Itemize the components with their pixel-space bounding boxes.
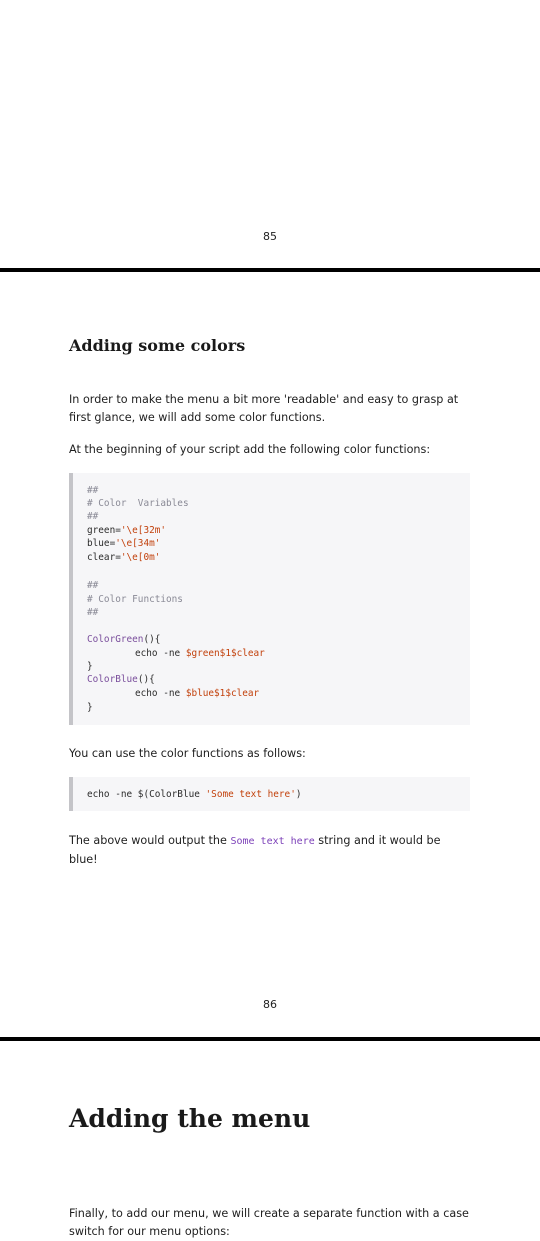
code-function-name: ColorGreen — [87, 634, 144, 645]
code-string: '\e[34m' — [115, 538, 161, 549]
code-line — [87, 633, 160, 646]
code-line: } — [87, 702, 93, 713]
usage-intro-paragraph: You can use the color functions as follows: — [69, 747, 306, 760]
intro-paragraph: In order to make the menu a bit more 'readable' and easy to grasp at first glance, we will add some color functions. — [69, 393, 459, 424]
section-heading: Adding some colors — [69, 336, 246, 355]
code-command: echo -ne — [135, 648, 186, 659]
code-line — [87, 537, 160, 550]
code-line: ## — [87, 511, 99, 522]
code-line — [87, 788, 302, 801]
page-divider — [0, 268, 540, 272]
outcome-text: The above would output the — [69, 834, 231, 847]
code-punct: (){ — [143, 634, 161, 645]
code-punct: (){ — [137, 674, 155, 685]
code-line: ## — [87, 580, 99, 591]
instruction-paragraph: At the beginning of your script add the following color functions: — [69, 443, 431, 456]
code-line: # Color Variables — [87, 498, 189, 509]
code-var-name: clear= — [87, 552, 121, 563]
code-line — [87, 673, 155, 686]
code-command: echo -ne — [135, 688, 186, 699]
code-string: 'Some text here' — [205, 789, 296, 800]
code-line: ## — [87, 485, 99, 496]
code-line: } — [87, 661, 93, 672]
code-string: '\e[32m' — [120, 525, 167, 536]
code-variable: $green$1$clear — [185, 648, 265, 659]
chapter-heading: Adding the menu — [69, 1104, 311, 1133]
code-command: echo -ne $(ColorBlue — [87, 789, 206, 800]
code-variable: $blue$1$clear — [185, 688, 260, 699]
page-divider — [0, 1037, 540, 1041]
code-function-name: ColorBlue — [87, 674, 138, 685]
page-number: 86 — [263, 998, 277, 1011]
outcome-text: string and it would be blue! — [69, 834, 441, 866]
code-var-name: blue= — [87, 538, 116, 549]
page-number: 85 — [263, 230, 277, 243]
code-string: '\e[0m' — [120, 552, 161, 563]
code-punct: ) — [295, 789, 302, 800]
code-line: ## — [87, 607, 99, 618]
code-block-color-functions — [69, 473, 470, 725]
inline-code: Some text here — [230, 836, 315, 847]
code-line — [87, 551, 160, 564]
code-line — [135, 647, 265, 660]
code-var-name: green= — [87, 525, 121, 536]
outcome-paragraph — [69, 832, 459, 869]
menu-intro-paragraph: Finally, to add our menu, we will create a separate function with a case switch for our menu options: — [69, 1207, 469, 1238]
code-line — [135, 687, 259, 700]
code-line — [87, 524, 166, 537]
code-block-usage — [69, 777, 470, 811]
code-line: # Color Functions — [87, 594, 183, 605]
